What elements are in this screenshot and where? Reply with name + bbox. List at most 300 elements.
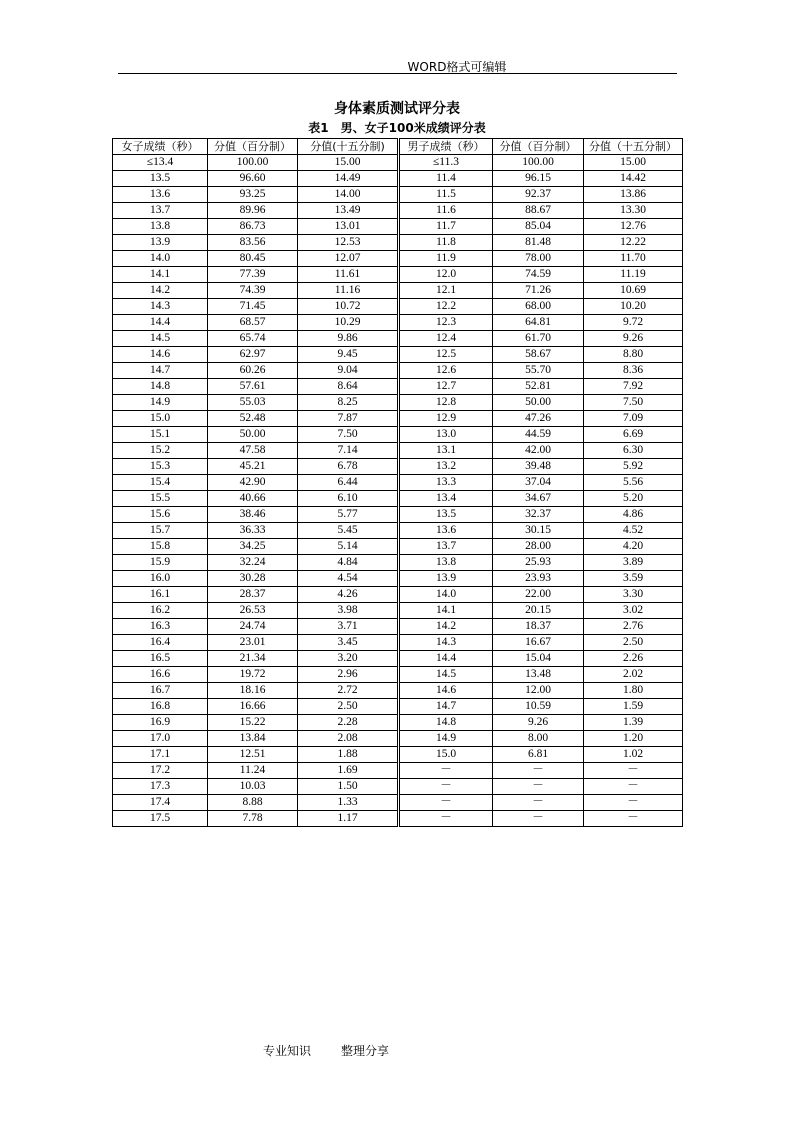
- header-male-score-100: 分值（百分制）: [493, 139, 584, 155]
- cell-female-time: 13.9: [113, 235, 208, 251]
- cell-female-time: 17.0: [113, 731, 208, 747]
- cell-male-time: 14.5: [399, 667, 493, 683]
- cell-female-score-100: 30.28: [208, 571, 298, 587]
- cell-male-score-100: 9.26: [493, 715, 584, 731]
- cell-female-score-15: 1.88: [298, 747, 399, 763]
- cell-female-time: 14.3: [113, 299, 208, 315]
- cell-male-score-15: 7.50: [584, 395, 683, 411]
- cell-female-time: ≤13.4: [113, 155, 208, 171]
- cell-male-time: 14.8: [399, 715, 493, 731]
- table-row: [113, 347, 683, 363]
- footer-right-text: 整理分享: [341, 1044, 390, 1058]
- table-row: [113, 731, 683, 747]
- cell-male-score-100: 32.37: [493, 507, 584, 523]
- cell-female-score-100: 36.33: [208, 523, 298, 539]
- cell-female-score-15: 2.08: [298, 731, 399, 747]
- cell-male-score-100: 52.81: [493, 379, 584, 395]
- cell-female-time: 14.9: [113, 395, 208, 411]
- cell-male-time: －: [399, 795, 493, 811]
- table-row: [113, 683, 683, 699]
- header-female-score-100: 分值（百分制）: [208, 139, 298, 155]
- table-row: [113, 779, 683, 795]
- cell-male-time: 12.6: [399, 363, 493, 379]
- cell-male-score-100: 47.26: [493, 411, 584, 427]
- cell-female-score-100: 60.26: [208, 363, 298, 379]
- cell-female-score-100: 100.00: [208, 155, 298, 171]
- cell-male-score-15: 7.09: [584, 411, 683, 427]
- cell-male-score-15: 4.52: [584, 523, 683, 539]
- cell-male-score-100: 44.59: [493, 427, 584, 443]
- cell-female-score-15: 12.53: [298, 235, 399, 251]
- cell-male-time: 11.9: [399, 251, 493, 267]
- cell-female-score-15: 3.45: [298, 635, 399, 651]
- table-row: [113, 747, 683, 763]
- table-row: [113, 587, 683, 603]
- cell-male-score-100: 10.59: [493, 699, 584, 715]
- cell-male-time: 12.0: [399, 267, 493, 283]
- cell-male-score-100: 100.00: [493, 155, 584, 171]
- cell-female-time: 13.8: [113, 219, 208, 235]
- cell-female-score-15: 1.50: [298, 779, 399, 795]
- cell-female-score-15: 2.50: [298, 699, 399, 715]
- cell-male-time: 13.2: [399, 459, 493, 475]
- cell-male-score-100: 92.37: [493, 187, 584, 203]
- table-row: [113, 715, 683, 731]
- footer-left-text: 专业知识: [263, 1044, 312, 1058]
- cell-male-time: 12.4: [399, 331, 493, 347]
- cell-male-score-100: 37.04: [493, 475, 584, 491]
- cell-female-score-15: 9.86: [298, 331, 399, 347]
- table-row: [113, 539, 683, 555]
- cell-female-time: 17.3: [113, 779, 208, 795]
- table-row: [113, 267, 683, 283]
- cell-male-score-15: 6.30: [584, 443, 683, 459]
- cell-female-score-100: 16.66: [208, 699, 298, 715]
- cell-female-score-100: 18.16: [208, 683, 298, 699]
- cell-female-time: 15.5: [113, 491, 208, 507]
- cell-female-time: 15.8: [113, 539, 208, 555]
- cell-female-score-100: 55.03: [208, 395, 298, 411]
- table-row: [113, 219, 683, 235]
- cell-female-time: 14.7: [113, 363, 208, 379]
- cell-female-score-15: 10.29: [298, 315, 399, 331]
- cell-female-score-15: 9.04: [298, 363, 399, 379]
- table-row: [113, 331, 683, 347]
- cell-male-score-15: 5.92: [584, 459, 683, 475]
- cell-male-time: －: [399, 763, 493, 779]
- cell-female-score-100: 68.57: [208, 315, 298, 331]
- cell-male-score-100: 22.00: [493, 587, 584, 603]
- cell-male-score-100: 20.15: [493, 603, 584, 619]
- cell-male-score-15: 3.02: [584, 603, 683, 619]
- cell-male-score-100: 96.15: [493, 171, 584, 187]
- cell-female-score-15: 4.54: [298, 571, 399, 587]
- table-row: [113, 667, 683, 683]
- cell-female-score-100: 83.56: [208, 235, 298, 251]
- cell-female-score-100: 26.53: [208, 603, 298, 619]
- cell-male-score-100: 30.15: [493, 523, 584, 539]
- cell-male-score-100: －: [493, 811, 584, 827]
- table-row: [113, 507, 683, 523]
- cell-male-score-100: 78.00: [493, 251, 584, 267]
- cell-female-score-15: 12.07: [298, 251, 399, 267]
- cell-female-score-15: 13.01: [298, 219, 399, 235]
- cell-female-score-15: 1.17: [298, 811, 399, 827]
- score-table: [112, 138, 683, 827]
- cell-male-score-15: 14.42: [584, 171, 683, 187]
- cell-female-time: 14.4: [113, 315, 208, 331]
- cell-male-score-100: 23.93: [493, 571, 584, 587]
- cell-male-score-100: －: [493, 779, 584, 795]
- cell-male-score-100: 15.04: [493, 651, 584, 667]
- cell-male-time: 15.0: [399, 747, 493, 763]
- cell-female-time: 13.5: [113, 171, 208, 187]
- cell-female-score-100: 38.46: [208, 507, 298, 523]
- table-row: [113, 635, 683, 651]
- cell-female-time: 15.6: [113, 507, 208, 523]
- cell-female-score-15: 3.20: [298, 651, 399, 667]
- cell-male-score-100: 64.81: [493, 315, 584, 331]
- header-divider: [118, 73, 677, 74]
- header-male-time: 男子成绩（秒）: [399, 139, 493, 155]
- cell-female-score-15: 1.69: [298, 763, 399, 779]
- cell-female-time: 15.3: [113, 459, 208, 475]
- table-row: [113, 235, 683, 251]
- cell-female-time: 17.1: [113, 747, 208, 763]
- cell-male-time: 13.1: [399, 443, 493, 459]
- cell-male-score-100: －: [493, 795, 584, 811]
- cell-male-score-100: 61.70: [493, 331, 584, 347]
- table-row: [113, 411, 683, 427]
- cell-female-score-100: 57.61: [208, 379, 298, 395]
- table-row: [113, 795, 683, 811]
- cell-male-time: 13.5: [399, 507, 493, 523]
- cell-male-time: 11.7: [399, 219, 493, 235]
- cell-male-score-100: 85.04: [493, 219, 584, 235]
- table-row: [113, 699, 683, 715]
- cell-male-time: 13.4: [399, 491, 493, 507]
- cell-female-score-100: 12.51: [208, 747, 298, 763]
- header-male-score-15: 分值（十五分制）: [584, 139, 683, 155]
- table-body: [113, 155, 683, 827]
- table-row: [113, 555, 683, 571]
- cell-female-score-100: 77.39: [208, 267, 298, 283]
- cell-male-score-15: 9.72: [584, 315, 683, 331]
- cell-female-time: 16.0: [113, 571, 208, 587]
- cell-female-score-100: 23.01: [208, 635, 298, 651]
- cell-male-score-15: 3.59: [584, 571, 683, 587]
- cell-male-score-15: 1.80: [584, 683, 683, 699]
- cell-female-time: 16.3: [113, 619, 208, 635]
- cell-male-score-100: 71.26: [493, 283, 584, 299]
- cell-female-score-100: 34.25: [208, 539, 298, 555]
- document-title: 身体素质测试评分表: [334, 101, 460, 117]
- cell-female-score-100: 7.78: [208, 811, 298, 827]
- cell-male-score-100: 16.67: [493, 635, 584, 651]
- cell-male-score-15: 4.86: [584, 507, 683, 523]
- cell-female-time: 15.9: [113, 555, 208, 571]
- cell-male-score-15: 15.00: [584, 155, 683, 171]
- cell-male-score-15: 5.56: [584, 475, 683, 491]
- table-row: [113, 523, 683, 539]
- table-row: [113, 171, 683, 187]
- cell-female-score-15: 5.77: [298, 507, 399, 523]
- cell-male-time: 14.7: [399, 699, 493, 715]
- cell-female-score-100: 65.74: [208, 331, 298, 347]
- cell-female-time: 14.0: [113, 251, 208, 267]
- cell-female-score-100: 13.84: [208, 731, 298, 747]
- cell-male-time: 12.3: [399, 315, 493, 331]
- cell-male-score-100: 39.48: [493, 459, 584, 475]
- cell-female-time: 17.5: [113, 811, 208, 827]
- cell-male-time: 11.8: [399, 235, 493, 251]
- cell-female-score-100: 42.90: [208, 475, 298, 491]
- cell-female-score-100: 28.37: [208, 587, 298, 603]
- table-row: [113, 427, 683, 443]
- cell-male-score-100: 88.67: [493, 203, 584, 219]
- cell-male-score-15: 1.02: [584, 747, 683, 763]
- cell-female-score-100: 45.21: [208, 459, 298, 475]
- cell-male-score-100: 6.81: [493, 747, 584, 763]
- cell-female-time: 16.8: [113, 699, 208, 715]
- cell-male-score-100: 55.70: [493, 363, 584, 379]
- cell-male-score-15: 13.86: [584, 187, 683, 203]
- cell-female-score-100: 96.60: [208, 171, 298, 187]
- table-row: [113, 443, 683, 459]
- table-row: [113, 475, 683, 491]
- cell-male-score-15: 5.20: [584, 491, 683, 507]
- cell-female-score-100: 24.74: [208, 619, 298, 635]
- cell-female-score-15: 2.28: [298, 715, 399, 731]
- cell-female-score-15: 14.49: [298, 171, 399, 187]
- cell-female-time: 15.7: [113, 523, 208, 539]
- cell-female-score-100: 32.24: [208, 555, 298, 571]
- cell-male-score-15: 2.50: [584, 635, 683, 651]
- cell-male-score-100: 68.00: [493, 299, 584, 315]
- cell-female-score-100: 93.25: [208, 187, 298, 203]
- cell-female-score-15: 5.14: [298, 539, 399, 555]
- cell-female-score-100: 11.24: [208, 763, 298, 779]
- cell-male-time: 12.9: [399, 411, 493, 427]
- cell-male-score-100: 58.67: [493, 347, 584, 363]
- cell-female-score-15: 11.61: [298, 267, 399, 283]
- cell-male-score-15: 3.89: [584, 555, 683, 571]
- cell-male-score-15: 2.26: [584, 651, 683, 667]
- cell-female-score-15: 7.50: [298, 427, 399, 443]
- cell-male-time: 14.4: [399, 651, 493, 667]
- cell-female-score-15: 7.87: [298, 411, 399, 427]
- cell-female-score-100: 89.96: [208, 203, 298, 219]
- cell-male-score-15: 13.30: [584, 203, 683, 219]
- table-row: [113, 315, 683, 331]
- cell-female-score-15: 4.84: [298, 555, 399, 571]
- cell-female-score-100: 21.34: [208, 651, 298, 667]
- cell-female-score-15: 9.45: [298, 347, 399, 363]
- cell-female-time: 16.2: [113, 603, 208, 619]
- table-row: [113, 491, 683, 507]
- cell-female-score-15: 2.96: [298, 667, 399, 683]
- cell-male-time: 12.2: [399, 299, 493, 315]
- cell-male-score-15: 6.69: [584, 427, 683, 443]
- cell-male-time: 11.4: [399, 171, 493, 187]
- cell-male-score-15: 1.59: [584, 699, 683, 715]
- table-row: [113, 283, 683, 299]
- cell-male-score-15: 4.20: [584, 539, 683, 555]
- cell-male-time: 14.6: [399, 683, 493, 699]
- cell-male-score-15: －: [584, 795, 683, 811]
- cell-female-score-100: 62.97: [208, 347, 298, 363]
- cell-male-score-15: 2.76: [584, 619, 683, 635]
- cell-male-score-15: 2.02: [584, 667, 683, 683]
- table-row: [113, 155, 683, 171]
- cell-male-time: 13.0: [399, 427, 493, 443]
- cell-female-time: 15.0: [113, 411, 208, 427]
- cell-male-score-100: 50.00: [493, 395, 584, 411]
- table-row: [113, 619, 683, 635]
- cell-male-score-15: 9.26: [584, 331, 683, 347]
- header-female-score-15: 分值(十五分制): [298, 139, 399, 155]
- cell-male-time: 11.5: [399, 187, 493, 203]
- cell-male-time: 14.0: [399, 587, 493, 603]
- table-row: [113, 395, 683, 411]
- cell-female-score-100: 50.00: [208, 427, 298, 443]
- cell-female-time: 14.8: [113, 379, 208, 395]
- cell-male-time: 13.7: [399, 539, 493, 555]
- cell-male-time: 14.2: [399, 619, 493, 635]
- cell-female-time: 15.4: [113, 475, 208, 491]
- cell-female-time: 16.7: [113, 683, 208, 699]
- cell-male-score-100: 12.00: [493, 683, 584, 699]
- table-row: [113, 651, 683, 667]
- cell-female-score-100: 86.73: [208, 219, 298, 235]
- cell-female-score-100: 15.22: [208, 715, 298, 731]
- table-row: [113, 363, 683, 379]
- cell-female-time: 14.5: [113, 331, 208, 347]
- cell-male-score-15: －: [584, 779, 683, 795]
- table-row: [113, 299, 683, 315]
- table-row: [113, 379, 683, 395]
- cell-female-score-100: 10.03: [208, 779, 298, 795]
- table-row: [113, 603, 683, 619]
- cell-female-score-15: 14.00: [298, 187, 399, 203]
- cell-male-time: 12.5: [399, 347, 493, 363]
- table-caption: 表1 男、女子100米成绩评分表: [308, 121, 486, 135]
- cell-female-score-100: 8.88: [208, 795, 298, 811]
- cell-female-score-15: 4.26: [298, 587, 399, 603]
- cell-male-score-15: 12.22: [584, 235, 683, 251]
- cell-female-score-15: 15.00: [298, 155, 399, 171]
- cell-female-time: 14.2: [113, 283, 208, 299]
- cell-female-score-15: 11.16: [298, 283, 399, 299]
- cell-male-score-100: 25.93: [493, 555, 584, 571]
- cell-male-score-15: 3.30: [584, 587, 683, 603]
- table-row: [113, 763, 683, 779]
- cell-female-time: 14.1: [113, 267, 208, 283]
- cell-female-score-15: 6.44: [298, 475, 399, 491]
- cell-female-score-15: 2.72: [298, 683, 399, 699]
- cell-female-score-100: 47.58: [208, 443, 298, 459]
- cell-female-time: 16.4: [113, 635, 208, 651]
- table-row: [113, 459, 683, 475]
- cell-male-score-100: 28.00: [493, 539, 584, 555]
- cell-male-score-100: 13.48: [493, 667, 584, 683]
- cell-male-score-15: 1.20: [584, 731, 683, 747]
- cell-male-time: 14.1: [399, 603, 493, 619]
- cell-female-score-15: 1.33: [298, 795, 399, 811]
- table-row: [113, 571, 683, 587]
- cell-female-score-15: 13.49: [298, 203, 399, 219]
- cell-male-score-15: 1.39: [584, 715, 683, 731]
- cell-male-score-15: 11.70: [584, 251, 683, 267]
- table-row: [113, 251, 683, 267]
- cell-female-score-15: 3.98: [298, 603, 399, 619]
- cell-female-score-100: 40.66: [208, 491, 298, 507]
- cell-male-score-100: 81.48: [493, 235, 584, 251]
- cell-male-time: 13.3: [399, 475, 493, 491]
- cell-female-time: 16.1: [113, 587, 208, 603]
- cell-female-score-15: 5.45: [298, 523, 399, 539]
- cell-male-score-100: 8.00: [493, 731, 584, 747]
- cell-male-score-15: 10.69: [584, 283, 683, 299]
- cell-female-score-100: 71.45: [208, 299, 298, 315]
- cell-male-time: 12.8: [399, 395, 493, 411]
- cell-male-time: 14.9: [399, 731, 493, 747]
- cell-female-time: 16.6: [113, 667, 208, 683]
- cell-female-time: 16.5: [113, 651, 208, 667]
- cell-female-score-100: 74.39: [208, 283, 298, 299]
- cell-male-time: －: [399, 811, 493, 827]
- cell-male-score-15: 7.92: [584, 379, 683, 395]
- cell-female-time: 17.2: [113, 763, 208, 779]
- header-female-time: 女子成绩（秒）: [113, 139, 208, 155]
- cell-female-score-15: 8.64: [298, 379, 399, 395]
- cell-male-score-100: 42.00: [493, 443, 584, 459]
- cell-male-time: 13.9: [399, 571, 493, 587]
- cell-male-time: 13.6: [399, 523, 493, 539]
- cell-female-time: 13.6: [113, 187, 208, 203]
- cell-female-score-15: 10.72: [298, 299, 399, 315]
- cell-female-score-15: 8.25: [298, 395, 399, 411]
- cell-female-time: 16.9: [113, 715, 208, 731]
- cell-female-score-100: 80.45: [208, 251, 298, 267]
- cell-male-score-100: －: [493, 763, 584, 779]
- cell-male-score-15: 8.80: [584, 347, 683, 363]
- cell-male-score-100: 34.67: [493, 491, 584, 507]
- cell-male-score-15: 10.20: [584, 299, 683, 315]
- table-row: [113, 187, 683, 203]
- cell-female-time: 15.1: [113, 427, 208, 443]
- cell-male-time: －: [399, 779, 493, 795]
- cell-male-score-100: 74.59: [493, 267, 584, 283]
- cell-male-score-15: 8.36: [584, 363, 683, 379]
- cell-male-time: 14.3: [399, 635, 493, 651]
- cell-male-score-15: －: [584, 811, 683, 827]
- table-row: [113, 203, 683, 219]
- table-row: [113, 811, 683, 827]
- cell-female-score-15: 6.78: [298, 459, 399, 475]
- cell-male-score-15: 12.76: [584, 219, 683, 235]
- cell-female-time: 17.4: [113, 795, 208, 811]
- cell-male-time: 12.7: [399, 379, 493, 395]
- cell-female-score-100: 52.48: [208, 411, 298, 427]
- cell-female-score-15: 3.71: [298, 619, 399, 635]
- table-header-row: [113, 139, 683, 155]
- cell-male-time: 11.6: [399, 203, 493, 219]
- cell-female-score-15: 6.10: [298, 491, 399, 507]
- cell-male-score-15: 11.19: [584, 267, 683, 283]
- page-header: WORD格式可编辑: [407, 60, 507, 74]
- cell-male-time: ≤11.3: [399, 155, 493, 171]
